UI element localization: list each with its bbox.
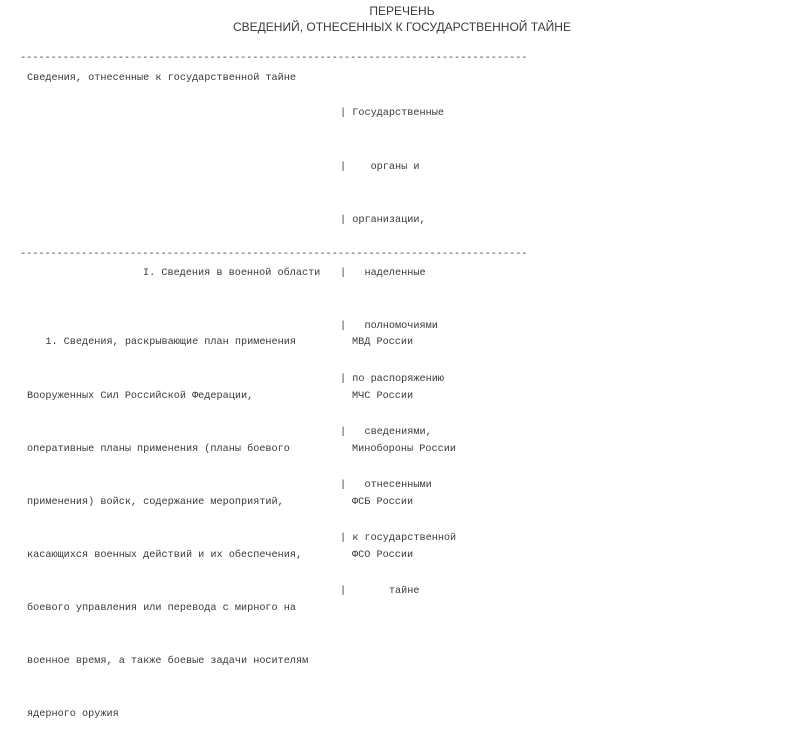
item-1-agencies xyxy=(352,299,456,582)
table-separator-bottom: ----------------------------------------------------------------------------------- xyxy=(20,249,528,260)
agency-item: МВД России xyxy=(352,337,414,349)
column-header-line: | к государственной xyxy=(340,533,457,545)
column-header-line: | организации, xyxy=(340,214,426,226)
item-1-text xyxy=(27,299,332,742)
column-header-line: | по распоряжению xyxy=(340,373,444,385)
table-separator-top: ----------------------------------------------------------------------------------- xyxy=(20,53,528,64)
column-header-line: | Государственные xyxy=(340,108,444,120)
item-text-line: Вооруженных Сил Российской Федерации, xyxy=(27,390,254,402)
agency-item: Минобороны России xyxy=(352,443,456,455)
item-text-line: 1. Сведения, раскрывающие план применения xyxy=(27,337,296,349)
agency-item: ФСО России xyxy=(352,549,414,561)
column-header-line: | сведениями, xyxy=(340,427,432,439)
item-text-line: ядерного оружия xyxy=(27,709,119,721)
column-header-line: | органы и xyxy=(340,161,420,173)
document-title: ПЕРЕЧЕНЬ xyxy=(369,4,435,18)
column-header-line: | полномочиями xyxy=(340,320,438,332)
item-text-line: касающихся военных действий и их обеспечения, xyxy=(27,549,303,561)
column-header-line: | тайне xyxy=(340,586,420,598)
agency-item: ФСБ России xyxy=(352,496,414,508)
item-text-line: применения) войск, содержание мероприятий, xyxy=(27,496,284,508)
column-header-info: Сведения, отнесенные к государственной тайне xyxy=(27,73,296,84)
document-subtitle: СВЕДЕНИЙ, ОТНЕСЕННЫХ К ГОСУДАРСТВЕННОЙ ТАЙНЕ xyxy=(233,20,571,34)
item-text-line: военное время, а также боевые задачи носителям xyxy=(27,656,309,668)
item-text-line: оперативные планы применения (планы боевого xyxy=(27,443,290,455)
column-header-line: | наделенные xyxy=(340,267,426,279)
item-text-line: боевого управления или перевода с мирного на xyxy=(27,602,296,614)
column-header-line: | отнесенными xyxy=(340,480,432,492)
agency-item: МЧС России xyxy=(352,390,414,402)
section-title: I. Сведения в военной области xyxy=(143,268,321,279)
